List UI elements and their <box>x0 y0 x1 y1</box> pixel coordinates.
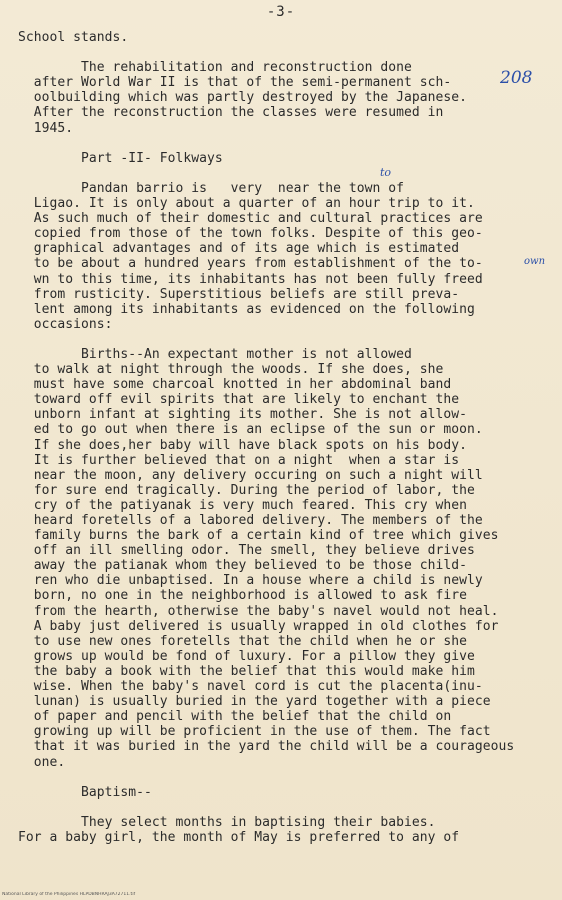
text-line: graphical advantages and of its age which is estimated <box>18 241 460 257</box>
text-line: 1945. <box>18 120 74 136</box>
paragraph-gap <box>18 770 554 785</box>
archive-footer: National Library of the Philippines HLPDBNHRAJ3A72711.tif <box>2 892 136 897</box>
text-line: off an ill smelling odor. The smell, they believe drives <box>18 543 475 559</box>
text-line: School stands. <box>18 30 129 45</box>
page-number: -3- <box>266 4 296 20</box>
text-line: lent among its inhabitants as evidenced on the following <box>18 301 475 317</box>
text-line: ren who die unbaptised. In a house where a child is newly <box>18 573 483 589</box>
text-line: after World War II is that of the semi-permanent sch- <box>18 75 452 91</box>
text-line: toward off evil spirits that are likely to enchant the <box>18 392 460 408</box>
text-line: to use new ones foretells that the child when he or she <box>18 633 467 649</box>
text-line: from rusticity. Superstitious beliefs are still preva- <box>18 286 460 302</box>
handwritten-insert-own: own <box>524 256 546 267</box>
text-line: The rehabilitation and reconstruction done <box>18 60 412 76</box>
text-line: cry of the patiyanak is very much feared. This cry when <box>18 497 467 513</box>
text-line: It is further believed that on a night when a star is <box>18 452 460 468</box>
text-line: oolbuilding which was partly destroyed by the Japanese. <box>18 90 467 106</box>
text-line: Baptism-- <box>18 784 152 800</box>
text-line: lunan) is usually buried in the yard together with a piece <box>18 694 491 710</box>
text-line: for sure end tragically. During the period of labor, the <box>18 482 475 498</box>
text-line: near the moon, any delivery occuring on such a night will <box>18 467 483 483</box>
text-line: Ligao. It is only about a quarter of an hour trip to it. <box>18 196 475 212</box>
text-line: born, no one in the neighborhood is allowed to ask fire <box>18 588 467 604</box>
text-line: one. <box>18 754 66 770</box>
text-line: unborn infant at sighting its mother. She is not allow- <box>18 407 467 423</box>
handwritten-insert-to: to <box>380 166 392 179</box>
text-line: For a baby girl, the month of May is preferred to any of <box>18 829 460 845</box>
paragraph-gap <box>18 332 554 347</box>
paragraph-gap <box>18 800 554 815</box>
text-line: of paper and pencil with the belief that the child on <box>18 709 452 725</box>
text-line: occasions: <box>18 316 113 332</box>
text-line: Births--An expectant mother is not allowed <box>18 346 412 362</box>
text-line: away the patianak whom they believed to be those child- <box>18 558 467 574</box>
text-line: A baby just delivered is usually wrapped in old clothes for <box>18 618 499 634</box>
text-line: the baby a book with the belief that this would make him <box>18 663 475 679</box>
text-line: If she does,her baby will have black spots on his body. <box>18 437 467 453</box>
paragraph-gap <box>18 136 554 151</box>
text-line: grows up would be fond of luxury. For a pillow they give <box>18 648 475 664</box>
text-line: that it was buried in the yard the child will be a courageous <box>18 739 515 755</box>
text-line: heard foretells of a labored delivery. The members of the <box>18 513 483 528</box>
document-body <box>18 30 554 845</box>
text-line: from the hearth, otherwise the baby's navel would not heal. <box>18 603 499 619</box>
text-line: must have some charcoal knotted in her abdominal band <box>18 377 452 393</box>
text-line: copied from those of the town folks. Despite of this geo- <box>18 226 483 242</box>
text-line: They select months in baptising their babies. <box>18 814 436 830</box>
text-line: Part -II- Folkways <box>18 150 223 166</box>
paragraph-gap <box>18 45 554 60</box>
text-line: wn to this time, its inhabitants has not been fully freed <box>18 271 483 287</box>
text-line: As such much of their domestic and cultural practices are <box>18 211 483 227</box>
text-line: Pandan barrio is very near the town of <box>18 180 404 196</box>
text-line: ed to go out when there is an eclipse of the sun or moon. <box>18 422 483 438</box>
text-line: to be about a hundred years from establishment of the to- <box>18 256 483 272</box>
text-line: growing up will be proficient in the use of them. The fact <box>18 724 491 740</box>
paragraph-gap <box>18 166 554 181</box>
handwritten-page-number: 208 <box>500 68 533 88</box>
text-line: After the reconstruction the classes were resumed in <box>18 105 444 121</box>
text-line: wise. When the baby's navel cord is cut the placenta(inu- <box>18 679 483 695</box>
text-line: family burns the bark of a certain kind of tree which gives <box>18 528 499 544</box>
text-line: to walk at night through the woods. If she does, she <box>18 362 444 378</box>
